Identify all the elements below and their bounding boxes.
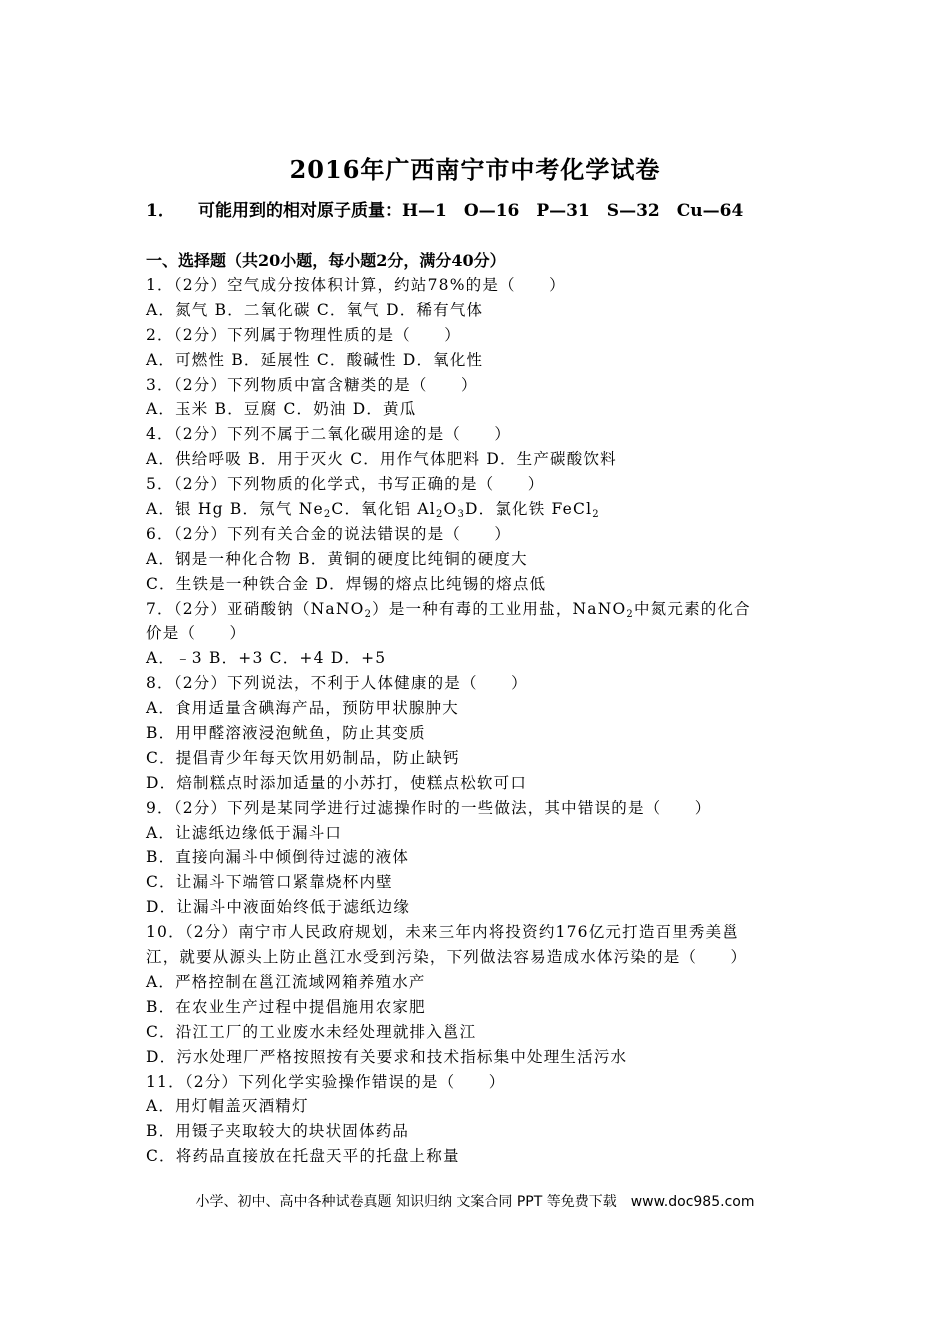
option-line: B．用甲醛溶液浸泡鱿鱼，防止其变质 [146,724,426,743]
option-line: A．﹣3 B．+3 C．+4 D．+5 [146,649,387,668]
q5-option-b: C．氧化铝 Al [331,500,436,519]
question-line: 6．（2分）下列有关合金的说法错误的是（ ） [146,524,512,543]
option-line: A．用灯帽盖灭酒精灯 [146,1097,309,1116]
option-line: D．让漏斗中液面始终低于滤纸边缘 [146,898,411,917]
question-line: 5．（2分）下列物质的化学式，书写正确的是（ ） [146,475,545,494]
option-line: D．焙制糕点时添加适量的小苏打，使糕点松软可口 [146,773,528,792]
option-line: A．食用适量含碘海产品，预防甲状腺肿大 [146,699,459,718]
subscript: 2 [592,509,600,521]
option-line: C．提倡青少年每天饮用奶制品，防止缺钙 [146,748,460,767]
option-line: A．氮气 B．二氧化碳 C．氧气 D．稀有气体 [146,300,484,319]
question-line: 2．（2分）下列属于物理性质的是（ ） [146,325,461,344]
question-line: 9．（2分）下列是某同学进行过滤操作时的一些做法，其中错误的是（ ） [146,798,712,817]
page-title: 2016年广西南宁市中考化学试卷 [289,155,661,184]
page-footer: 小学、初中、高中各种试卷真题 知识归纳 文案合同 PPT 等免费下载 www.doc985.com [195,1194,755,1210]
q5-option-a: A．银 Hg B．氖气 Ne [146,500,324,519]
option-line: B．用镊子夹取较大的块状固体药品 [146,1122,410,1141]
section-title: 一、选择题（共20小题，每小题2分，满分40分） [146,251,506,270]
subscript: 2 [364,608,373,620]
option-line: A．钢是一种化合物 B．黄铜的硬度比纯铜的硬度大 [146,549,528,568]
q5-option-c: D．氯化铁 FeCl [465,500,593,519]
note-number: 1． [146,201,175,221]
option-line-q5 [146,497,806,522]
note-text: 可能用到的相对原子质量：H—1 O—16 P—31 S—32 Cu—64 [198,201,744,221]
option-line: C．生铁是一种铁合金 D．焊锡的熔点比纯锡的熔点低 [146,574,547,593]
option-line: A．可燃性 B．延展性 C．酸碱性 D．氧化性 [146,350,484,369]
atomic-mass-note [146,196,743,221]
q7-part2: ）是一种有毒的工业用盐，NaNO [372,599,627,618]
q7-part3: 中氮元素的化合 [633,599,751,618]
subscript: 3 [457,509,465,521]
option-line: C．将药品直接放在托盘天平的托盘上称量 [146,1147,460,1166]
subscript: 2 [323,509,332,521]
option-line: A．供给呼吸 B．用于灭火 C．用作气体肥料 D．生产碳酸饮料 [146,450,617,469]
subscript: 2 [435,509,444,521]
option-line: A．严格控制在邕江流域网箱养殖水产 [146,972,426,991]
q7-part1: 7．（2分）亚硝酸钠（NaNO [146,599,365,618]
question-line: 10．（2分）南宁市人民政府规划，未来三年内将投资约176亿元打造百里秀美邕 [146,923,740,942]
question-line: 1．（2分）空气成分按体积计算，约站78%的是（ ） [146,276,566,294]
option-line: B．在农业生产过程中提倡施用农家肥 [146,997,426,1016]
option-line: A．让滤纸边缘低于漏斗口 [146,823,343,842]
option-line: C．让漏斗下端管口紧靠烧杯内壁 [146,873,393,892]
question-line: 价是（ ） [146,624,247,643]
question-line-q7 [146,597,806,622]
subscript: 2 [626,608,634,620]
q5-option-b-mid: O [443,500,458,519]
question-line: 3．（2分）下列物质中富含糖类的是（ ） [146,375,478,394]
question-line: 江，就要从源头上防止邕江水受到污染，下列做法容易造成水体污染的是（ ） [146,948,748,967]
question-line: 11．（2分）下列化学实验操作错误的是（ ） [146,1072,506,1091]
option-line: B．直接向漏斗中倾倒待过滤的液体 [146,848,410,867]
question-list [146,273,806,1169]
question-line: 8．（2分）下列说法，不利于人体健康的是（ ） [146,674,528,693]
option-line: D．污水处理厂严格按照按有关要求和技术指标集中处理生活污水 [146,1047,628,1066]
option-line: C．沿江工厂的工业废水未经处理就排入邕江 [146,1022,477,1041]
question-line: 4．（2分）下列不属于二氧化碳用途的是（ ） [146,425,512,444]
option-line: A．玉米 B．豆腐 C．奶油 D．黄瓜 [146,400,417,419]
